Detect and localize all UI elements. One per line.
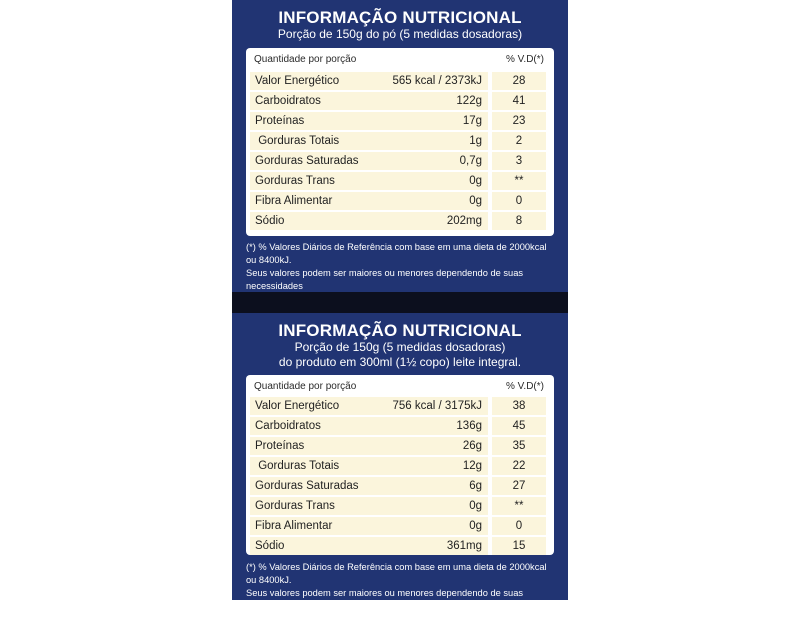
nutrient-name: Valor Energético	[250, 397, 488, 415]
table-rows	[250, 397, 550, 557]
footnote-line: energéticas. (**) Valores diários não estabelecidos.	[246, 614, 457, 624]
nutrition-panel-powder	[232, 0, 568, 292]
panel-title: INFORMAÇÃO NUTRICIONAL	[278, 321, 522, 340]
nutrition-table	[246, 48, 554, 236]
nutrition-panel-with-milk	[232, 313, 568, 624]
nutrient-name: Gorduras Saturadas	[250, 477, 488, 495]
nutrient-amount: 0g	[469, 500, 482, 512]
nutrient-amount: 361mg	[446, 540, 482, 552]
nutrient-name: Gorduras Totais	[250, 132, 488, 150]
nutrient-vd: 27	[492, 477, 546, 495]
quantity-header: Quantidade por porção	[254, 54, 357, 65]
table-rows	[250, 72, 550, 232]
nutrient-amount: 1g	[469, 135, 482, 147]
nutrient-amount: 0g	[469, 175, 482, 187]
nutrient-name: Sódio	[250, 212, 488, 230]
nutrient-name: Proteínas	[250, 112, 488, 130]
table-header	[246, 48, 554, 70]
table-row	[250, 72, 550, 90]
footnote-line: (*) % Valores Diários de Referência com base em uma dieta de 2000kcal ou 8400kJ.	[246, 242, 547, 265]
table-row	[250, 92, 550, 110]
nutrient-amount: 202mg	[446, 215, 482, 227]
nutrient-amount: 0,7g	[459, 155, 482, 167]
nutrient-vd: **	[492, 172, 546, 190]
nutrient-amount: 122g	[456, 95, 482, 107]
table-row	[250, 437, 550, 455]
panel-subtitle: do produto em 300ml (1½ copo) leite integral.	[278, 355, 522, 369]
nutrient-name: Gorduras Trans	[250, 172, 488, 190]
nutrient-amount: 565 kcal / 2373kJ	[392, 75, 482, 87]
nutrient-amount: 0g	[469, 520, 482, 532]
vd-header: % V.D(*)	[506, 381, 544, 392]
nutrient-name: Sódio	[250, 537, 488, 555]
nutrient-vd: 38	[492, 397, 546, 415]
nutrient-name: Fibra Alimentar	[250, 192, 488, 210]
footnote-line: Seus valores podem ser maiores ou menores dependendo de suas necessidades	[246, 588, 524, 611]
nutrient-vd: 15	[492, 537, 546, 555]
nutrient-name: Gorduras Trans	[250, 497, 488, 515]
footnote-line: (*) % Valores Diários de Referência com base em uma dieta de 2000kcal ou 8400kJ.	[246, 562, 547, 585]
table-row	[250, 192, 550, 210]
nutrient-amount: 6g	[469, 480, 482, 492]
nutrient-amount: 26g	[462, 440, 482, 452]
quantity-header: Quantidade por porção	[254, 381, 357, 392]
table-row	[250, 132, 550, 150]
nutrient-vd: 8	[492, 212, 546, 230]
panel-subtitle: Porção de 150g do pó (5 medidas dosadoras)	[277, 27, 523, 41]
nutrient-name: Fibra Alimentar	[250, 517, 488, 535]
table-row	[250, 172, 550, 190]
nutrient-vd: 23	[492, 112, 546, 130]
panel-subtitle: Porção de 150g (5 medidas dosadoras)	[294, 340, 506, 354]
nutrient-name: Gorduras Saturadas	[250, 152, 488, 170]
table-row	[250, 477, 550, 495]
table-row	[250, 457, 550, 475]
table-row	[250, 417, 550, 435]
nutrient-vd: 28	[492, 72, 546, 90]
nutrient-name: Valor Energético	[250, 72, 488, 90]
nutrient-vd: 3	[492, 152, 546, 170]
nutrient-amount: 12g	[462, 460, 482, 472]
nutrient-vd: 41	[492, 92, 546, 110]
footnote-line: Seus valores podem ser maiores ou menores dependendo de suas necessidades	[246, 268, 524, 291]
table-row	[250, 112, 550, 130]
table-row	[250, 517, 550, 535]
nutrient-vd: 45	[492, 417, 546, 435]
nutrient-vd: 2	[492, 132, 546, 150]
nutrient-vd: 35	[492, 437, 546, 455]
panel-title: INFORMAÇÃO NUTRICIONAL	[278, 8, 522, 27]
nutrient-name: Carboidratos	[250, 92, 488, 110]
table-row	[250, 497, 550, 515]
nutrient-vd: 22	[492, 457, 546, 475]
table-header	[246, 375, 554, 397]
nutrient-amount: 756 kcal / 3175kJ	[392, 400, 482, 412]
nutrient-name: Gorduras Totais	[250, 457, 488, 475]
nutrient-vd: **	[492, 497, 546, 515]
nutrient-name: Proteínas	[250, 437, 488, 455]
table-row	[250, 212, 550, 230]
nutrient-vd: 0	[492, 192, 546, 210]
table-row	[250, 537, 550, 555]
vd-header: % V.D(*)	[506, 54, 544, 65]
table-row	[250, 397, 550, 415]
nutrition-table	[246, 375, 554, 555]
nutrient-amount: 136g	[456, 420, 482, 432]
table-row	[250, 152, 550, 170]
nutrient-vd: 0	[492, 517, 546, 535]
nutrient-name: Carboidratos	[250, 417, 488, 435]
nutrient-amount: 17g	[462, 115, 482, 127]
divider-band	[232, 292, 568, 313]
nutrient-amount: 0g	[469, 195, 482, 207]
footnote	[246, 561, 556, 626]
